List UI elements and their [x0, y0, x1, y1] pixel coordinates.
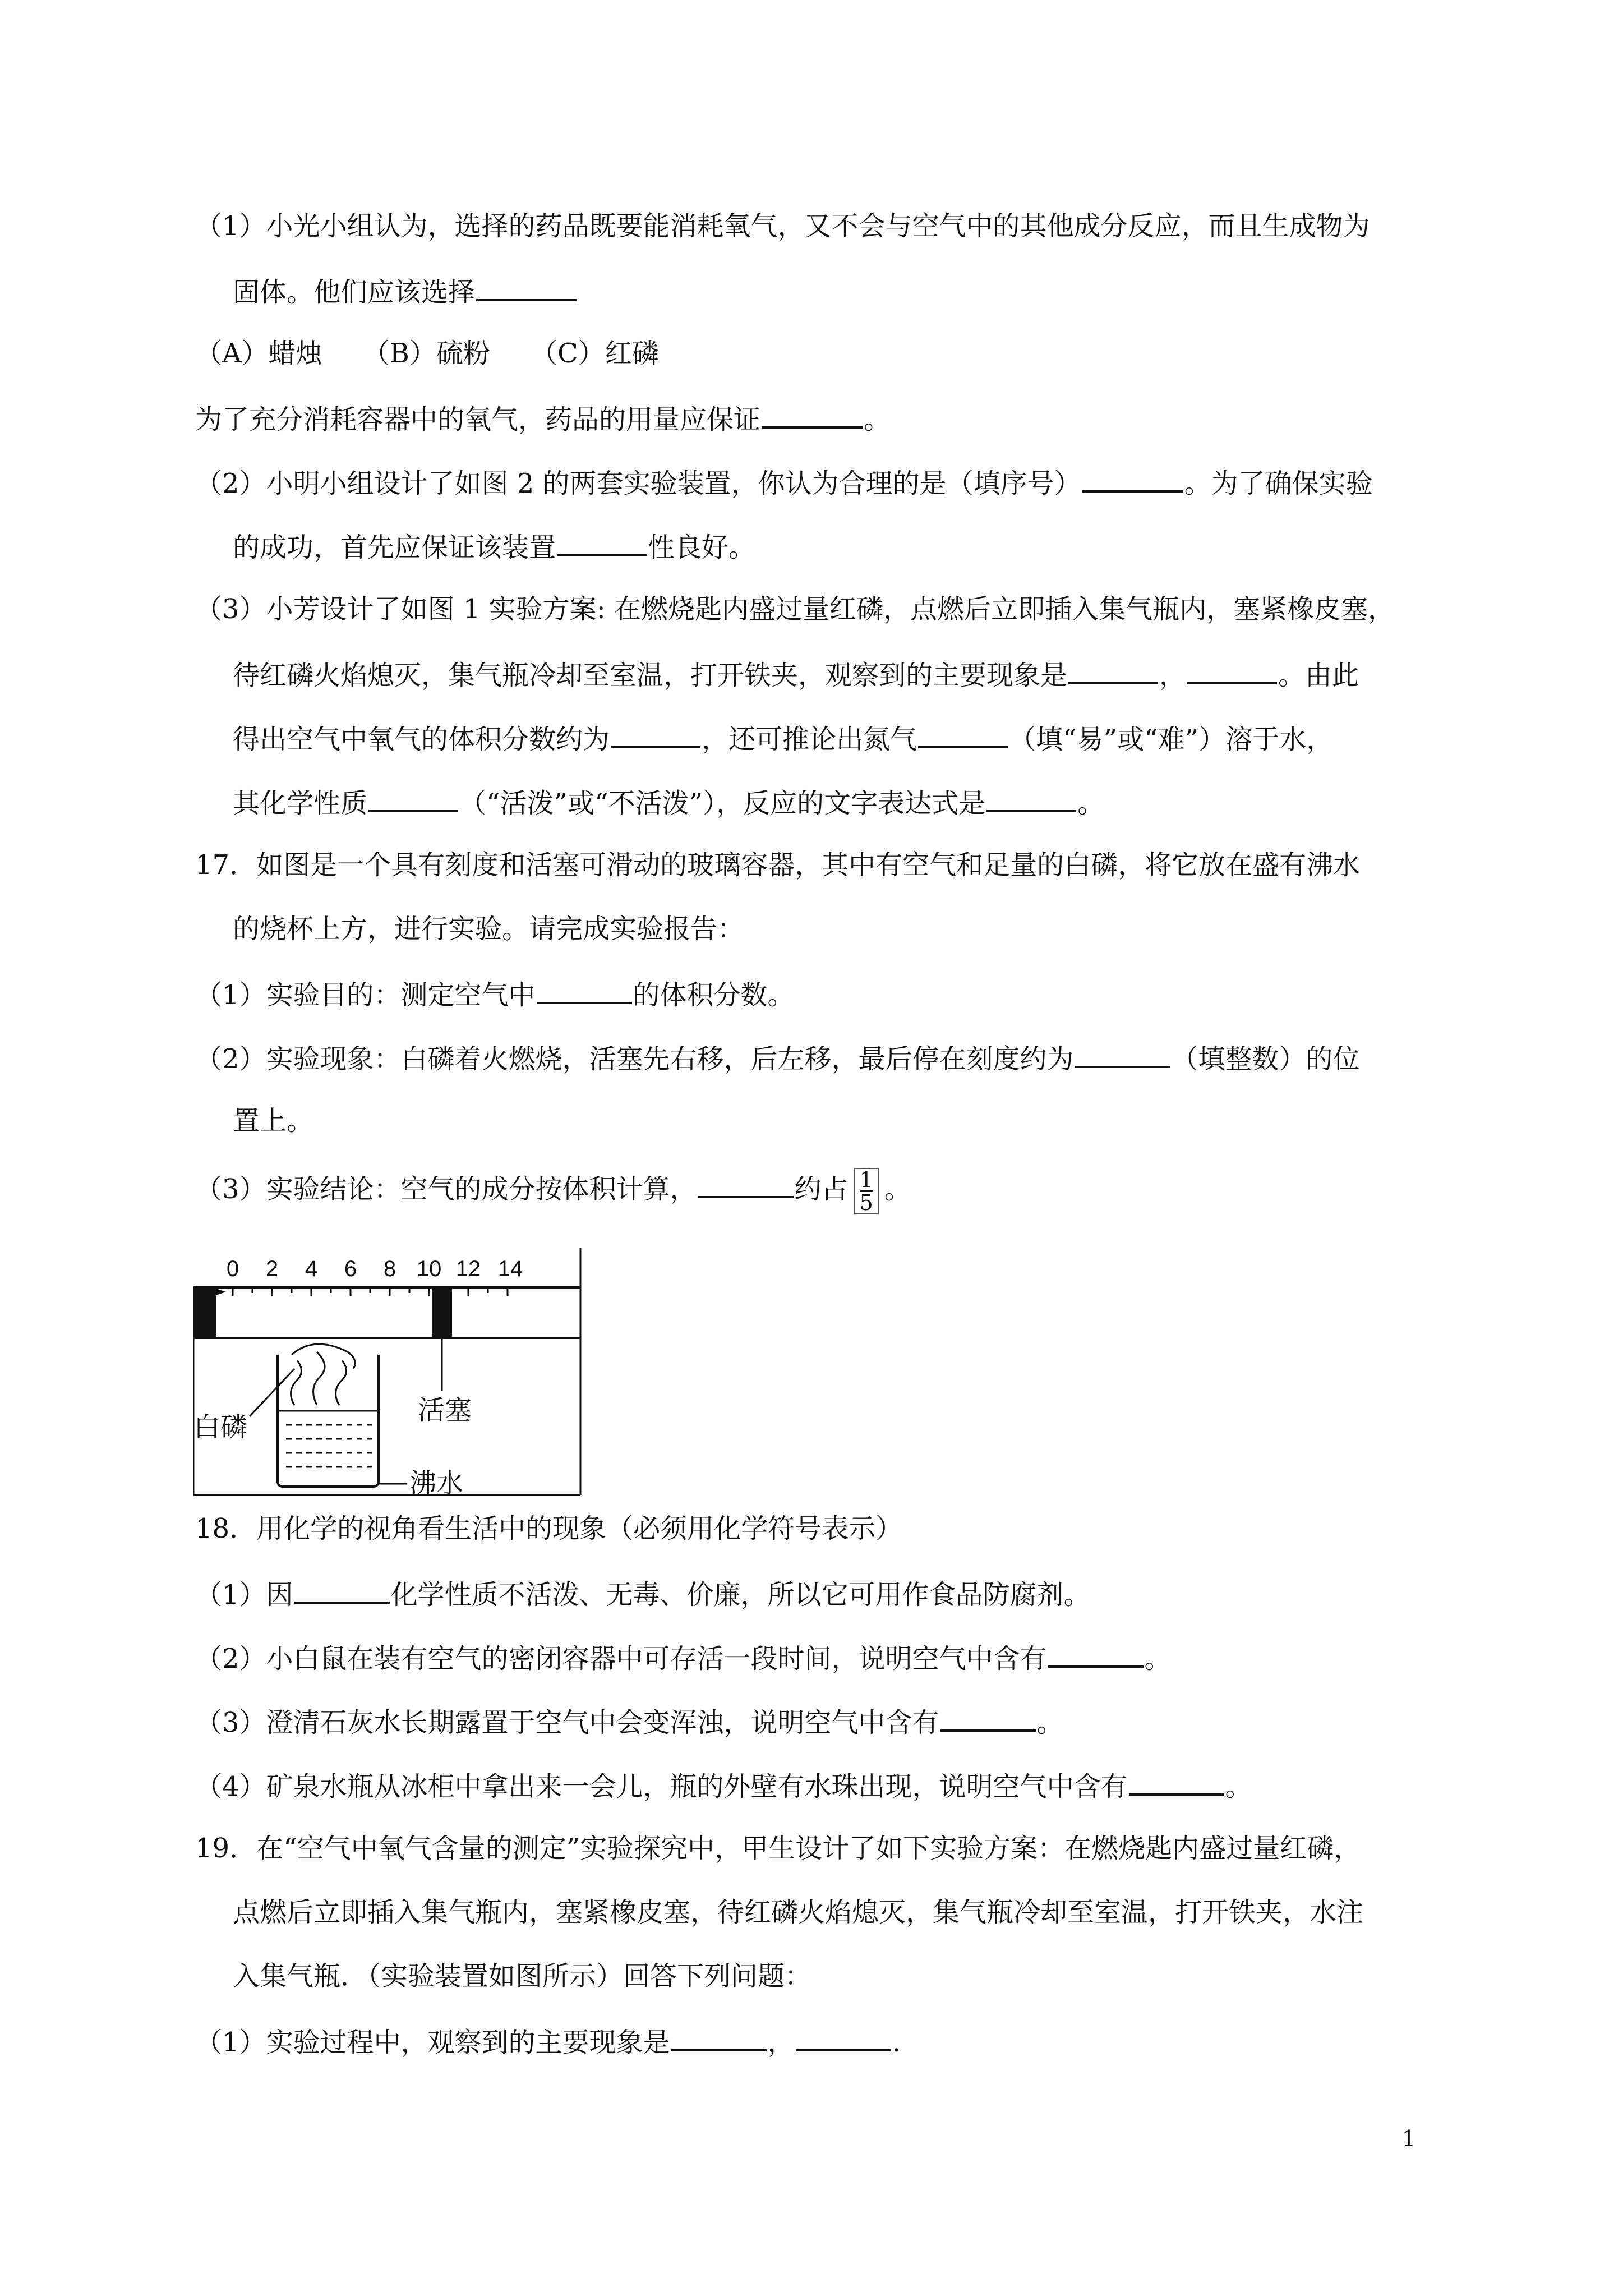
- q19-part1: [195, 2023, 901, 2059]
- stopper-tip: [216, 1289, 226, 1295]
- steam-2: [313, 1352, 325, 1405]
- text: 置上。: [233, 1105, 314, 1137]
- tick-label: 4: [305, 1257, 318, 1281]
- q16-part1-line1: [195, 209, 1370, 243]
- text: （填整数）的位: [1171, 1043, 1360, 1075]
- q17-part3: [195, 1168, 911, 1214]
- text: ，还可推论出氮气: [702, 724, 917, 755]
- text: （1）因: [195, 1579, 293, 1611]
- answer-blank[interactable]: [1129, 1768, 1224, 1796]
- fraction-numerator: 1: [859, 1167, 873, 1192]
- text: 点燃后立即插入集气瓶内，塞紧橡皮塞，待红磷火焰熄灭，集气瓶冷却至室温，打开铁夹，水注: [233, 1897, 1364, 1928]
- scale-ticks: [233, 1287, 508, 1296]
- text: 。: [1036, 1707, 1064, 1738]
- text: （2）实验现象：白磷着火燃烧，活塞先右移，后左移，最后停在刻度约为: [195, 1043, 1074, 1075]
- text: （3）小芳设计了如图 1 实验方案: 在燃烧匙内盛过量红磷，点燃后立即插入集气瓶内，塞紧橡皮塞，: [195, 593, 1395, 625]
- text: 。: [884, 1174, 911, 1205]
- answer-blank[interactable]: [671, 2023, 767, 2051]
- fraction-denominator: 5: [859, 1190, 873, 1215]
- q16-part3-line4: [233, 784, 1104, 820]
- q17-part1: [195, 976, 795, 1012]
- page-number: 1: [1401, 2126, 1415, 2151]
- text: 。: [1144, 1643, 1172, 1674]
- text: 19．在“空气中氧气含量的测定”实验探究中，甲生设计了如下实验方案：在燃烧匙内盛过量红磷，: [195, 1833, 1361, 1864]
- piston: [432, 1289, 452, 1337]
- q18-part4: [195, 1768, 1252, 1803]
- text: （“活泼”或“不活泼”），反应的文字表达式是: [459, 788, 986, 819]
- phosphorus-leader: [250, 1369, 294, 1416]
- beaker: [278, 1344, 379, 1487]
- text: （2）小明小组设计了如图 2 的两套实验装置，你认为合理的是（填序号）: [195, 468, 1081, 499]
- text: 待红磷火焰熄灭，集气瓶冷却至室温，打开铁夹，观察到的主要现象是: [233, 660, 1068, 691]
- answer-blank[interactable]: [1187, 656, 1277, 684]
- answer-blank[interactable]: [537, 976, 632, 1004]
- q18-part1: [195, 1576, 1091, 1612]
- q17-stem-line1: [195, 848, 1360, 882]
- text: 的烧杯上方，进行实验。请完成实验报告：: [233, 913, 745, 945]
- text: （4）矿泉水瓶从冰柜中拿出来一会儿，瓶的外壁有水珠出现，说明空气中含有: [195, 1771, 1128, 1802]
- tick-label: 12: [455, 1257, 481, 1281]
- q18-part2: [195, 1640, 1172, 1676]
- answer-blank[interactable]: [294, 1576, 390, 1604]
- answer-blank[interactable]: [762, 401, 863, 429]
- text: （1）实验过程中，观察到的主要现象是: [195, 2027, 670, 2058]
- text: 。由此: [1278, 660, 1359, 691]
- fraction-one-fifth: [854, 1168, 879, 1214]
- q16-part3-line1: [195, 592, 1395, 626]
- q17-stem-line2: [233, 912, 744, 946]
- text: 18．用化学的视角看生活中的现象（必须用化学符号表示）: [195, 1513, 903, 1544]
- q16-part1-line2: [233, 273, 578, 309]
- text: 入集气瓶．（实验装置如图所示）回答下列问题：: [233, 1961, 812, 1992]
- answer-blank[interactable]: [476, 273, 577, 301]
- answer-blank[interactable]: [698, 1170, 794, 1198]
- text: 。为了确保实验: [1184, 468, 1373, 499]
- answer-blank[interactable]: [1048, 1640, 1144, 1668]
- text: 。: [1225, 1771, 1252, 1802]
- q16-part2-line2: [233, 528, 755, 564]
- q16-options: [195, 337, 659, 370]
- tick-label: 8: [383, 1257, 396, 1281]
- answer-blank[interactable]: [918, 720, 1008, 748]
- text: （2）小白鼠在装有空气的密闭容器中可存活一段时间，说明空气中含有: [195, 1643, 1047, 1674]
- text: 其化学性质: [233, 788, 368, 819]
- text: （1）实验目的：测定空气中: [195, 979, 536, 1011]
- tick-label: 10: [416, 1257, 442, 1281]
- q17-part2-line1: [195, 1040, 1360, 1076]
- text: 得出空气中氧气的体积分数约为: [233, 724, 610, 755]
- q19-stem-line1: [195, 1832, 1361, 1865]
- answer-blank[interactable]: [986, 784, 1076, 812]
- text: （3）实验结论：空气的成分按体积计算，: [195, 1174, 697, 1205]
- apparatus-figure: [193, 1248, 586, 1501]
- tick-label: 0: [226, 1257, 239, 1281]
- q16-amount-line: [195, 401, 891, 436]
- text: ，: [767, 2027, 795, 2058]
- water-dashes: [286, 1425, 372, 1467]
- text: ，: [1159, 660, 1187, 691]
- text: （3）澄清石灰水长期露置于空气中会变浑浊，说明空气中含有: [195, 1707, 939, 1738]
- text: 的成功，首先应保证该装置: [233, 532, 556, 563]
- q18-stem: [195, 1512, 902, 1545]
- text: 为了充分消耗容器中的氧气，药品的用量应保证: [195, 404, 761, 435]
- text: 化学性质不活泼、无毒、价廉，所以它可用作食品防腐剂。: [390, 1579, 1091, 1611]
- answer-blank[interactable]: [368, 784, 458, 812]
- q19-stem-line3: [233, 1959, 811, 1993]
- answer-blank[interactable]: [1075, 1040, 1170, 1068]
- scale-labels: [227, 1257, 523, 1281]
- q16-part3-line3: [233, 720, 1333, 756]
- answer-blank[interactable]: [796, 2023, 891, 2051]
- q16-part3-line2: [233, 656, 1359, 692]
- answer-blank[interactable]: [940, 1704, 1036, 1732]
- text: 。: [1077, 788, 1105, 819]
- q16-part2-line1: [195, 464, 1373, 500]
- answer-blank[interactable]: [611, 720, 700, 748]
- text: 固体。他们应该选择: [233, 277, 476, 308]
- answer-blank[interactable]: [1082, 464, 1183, 493]
- label-white-phosphorus: 白磷: [193, 1411, 248, 1443]
- tick-label: 2: [265, 1257, 279, 1281]
- label-piston: 活塞: [418, 1395, 472, 1426]
- steam-3: [336, 1360, 347, 1405]
- q18-part3: [195, 1704, 1064, 1740]
- text: 。: [864, 404, 891, 435]
- text: 性良好。: [648, 532, 756, 563]
- left-stopper: [193, 1289, 216, 1337]
- text: 的体积分数。: [633, 979, 795, 1011]
- text: .: [892, 2027, 901, 2058]
- q19-stem-line2: [233, 1895, 1363, 1929]
- text: （1）小光小组认为，选择的药品既要能消耗氧气，又不会与空气中的其他成分反应，而且生成物为: [195, 210, 1370, 242]
- text: （A）蜡烛 （B）硫粉 （C）红磷: [195, 338, 659, 369]
- text: 17．如图是一个具有刻度和活塞可滑动的玻璃容器，其中有空气和足量的白磷，将它放在盛有沸水: [195, 849, 1361, 881]
- tick-label: 6: [344, 1257, 357, 1281]
- q17-part2-line2: [233, 1104, 313, 1138]
- label-boiling-water: 沸水: [409, 1467, 464, 1499]
- tick-label: 14: [497, 1257, 523, 1281]
- text: 约占: [794, 1174, 849, 1205]
- answer-blank[interactable]: [1068, 656, 1158, 684]
- steam-1: [291, 1360, 302, 1405]
- answer-blank[interactable]: [557, 528, 647, 556]
- text: （填“易”或“难”）溶于水，: [1009, 724, 1334, 755]
